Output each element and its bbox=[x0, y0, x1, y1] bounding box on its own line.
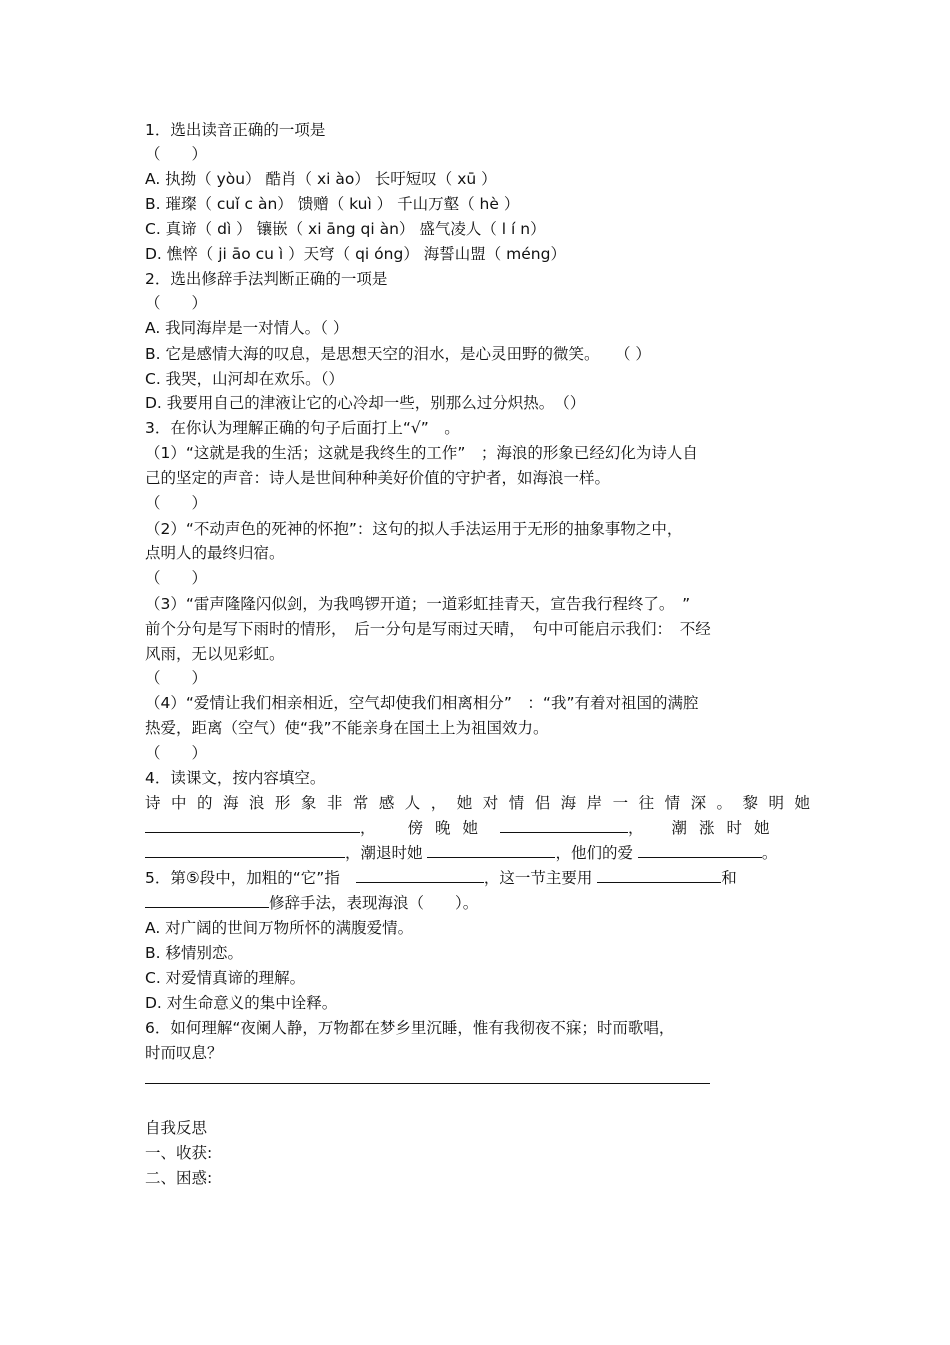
q5-stem-b: ，这一节主要用 bbox=[483, 869, 593, 887]
q6-answer-line[interactable] bbox=[145, 1083, 710, 1084]
q4-line1: 诗中的海浪形象非常感人，她对情侣海岸一往情深。黎明她 bbox=[145, 794, 810, 812]
q1-option-a: A. 执拗（ yòu） 酷肖（ xi ào） 长吁短叹（ xū ） bbox=[145, 170, 497, 188]
q4-end-mark: 。 bbox=[761, 844, 778, 862]
q2-option-c: C. 我哭，山河却在欢乐。（） bbox=[145, 370, 344, 388]
q3-item3-line2: 前个分句是写下雨时的情形， 后一分句是写雨过天晴， 句中可能启示我们： 不经 bbox=[145, 620, 711, 638]
q3-item4-line2: 热爱，距离（空气）使“我”不能亲身在国土上为祖国效力。 bbox=[145, 719, 549, 737]
q1-option-b: B. 璀璨（ cuǐ c àn） 馈赠（ kuì ） 千山万壑（ hè ） bbox=[145, 195, 520, 213]
q1-stem: 1．选出读音正确的一项是 bbox=[145, 121, 326, 139]
q3-item4-paren: （ ） bbox=[145, 744, 208, 762]
q3-item3-paren: （ ） bbox=[145, 669, 208, 687]
reflection-gain: 一、收获: bbox=[145, 1144, 213, 1162]
q5-blank-rhetoric-2[interactable] bbox=[145, 893, 269, 908]
q4-blank-dawn[interactable] bbox=[145, 818, 360, 833]
q3-item2-line2: 点明人的最终归宿。 bbox=[145, 544, 285, 562]
q6-line2: 时而叹息？ bbox=[145, 1044, 223, 1062]
q4-blank-rising[interactable] bbox=[145, 843, 345, 858]
q3-item1-line1: （1）“这就是我的生活；这就是我终生的工作” ；海浪的形象已经幻化为诗人自 bbox=[145, 444, 698, 462]
q3-item4-line1: （4）“爱情让我们相亲相近，空气却使我们相离相分” ：“我”有着对祖国的满腔 bbox=[145, 694, 699, 712]
reflection-title: 自我反思 bbox=[145, 1119, 208, 1137]
q6-line1: 6．如何理解“夜阑人静，万物都在梦乡里沉睡，惟有我彻夜不寐；时而歌唱， bbox=[145, 1019, 675, 1037]
q2-answer-paren: （ ） bbox=[145, 294, 208, 312]
q3-stem: 3．在你认为理解正确的句子后面打上“√” 。 bbox=[145, 419, 460, 437]
q4-line3 bbox=[145, 843, 810, 863]
q4-blank-love[interactable] bbox=[638, 843, 762, 858]
q5-stem-c: 和 bbox=[721, 869, 737, 887]
q5-stem-line2 bbox=[145, 893, 810, 913]
q3-item2-paren: （ ） bbox=[145, 569, 208, 587]
q4-comma-2: ， bbox=[628, 819, 644, 837]
q3-item2-line1: （2）“不动声色的死神的怀抱”：这句的拟人手法运用于无形的抽象事物之中， bbox=[145, 520, 683, 538]
q2-option-b: B. 它是感情大海的叹息，是思想天空的泪水，是心灵田野的微笑。 （ ） bbox=[145, 345, 651, 363]
q3-item1-paren: （ ） bbox=[145, 494, 208, 512]
q5-stem-d: 修辞手法，表现海浪（ ）。 bbox=[269, 894, 479, 912]
q1-answer-paren: （ ） bbox=[145, 145, 208, 163]
q4-line2 bbox=[145, 818, 810, 838]
q5-option-d: D. 对生命意义的集中诠释。 bbox=[145, 994, 338, 1012]
q1-option-c: C. 真谛（ dì ） 镶嵌（ xi āng qi àn） 盛气凌人（ l í n） bbox=[145, 220, 546, 238]
q2-option-d: D. 我要用自己的津液让它的心冷却一些，别那么过分炽热。 （） bbox=[145, 394, 586, 412]
q3-item3-line1: （3）“雷声隆隆闪似剑，为我鸣锣开道；一道彩虹挂青天，宣告我行程终了。 ” bbox=[145, 595, 691, 613]
reflection-doubt: 二、困惑: bbox=[145, 1169, 213, 1187]
q3-item3-line3: 风雨，无以见彩虹。 bbox=[145, 645, 285, 663]
q5-option-c: C. 对爱情真谛的理解。 bbox=[145, 969, 306, 987]
q4-comma-1: ， bbox=[360, 819, 376, 837]
q2-option-a: A. 我同海岸是一对情人。（ ） bbox=[145, 319, 349, 337]
q4-blank-ebbing[interactable] bbox=[427, 843, 555, 858]
q5-option-a: A. 对广阔的世间万物所怀的满腹爱情。 bbox=[145, 919, 414, 937]
q5-blank-it[interactable] bbox=[356, 868, 484, 883]
q5-option-b: B. 移情别恋。 bbox=[145, 944, 243, 962]
q5-blank-rhetoric-1[interactable] bbox=[597, 868, 721, 883]
q4-tamen-label: ，他们的爱 bbox=[555, 844, 633, 862]
q4-bangwan-label: 傍晚她 bbox=[407, 819, 491, 837]
q3-item1-line2: 己的坚定的声音：诗人是世间种种美好价值的守护者，如海浪一样。 bbox=[145, 469, 611, 487]
q4-blank-dusk[interactable] bbox=[500, 818, 628, 833]
q5-stem-a: 5．第⑤段中，加粗的“它”指 bbox=[145, 869, 340, 887]
q4-chaotui-label: ，潮退时她 bbox=[345, 844, 423, 862]
q4-chaozhang-label: 潮涨时她 bbox=[671, 819, 782, 837]
q2-stem: 2．选出修辞手法判断正确的一项是 bbox=[145, 270, 388, 288]
q1-option-d: D. 憔悴（ ji āo cu ì ）天穹（ qi óng） 海誓山盟（ méng） bbox=[145, 245, 566, 263]
q4-stem: 4．读课文，按内容填空。 bbox=[145, 769, 326, 787]
q5-stem-line1 bbox=[145, 868, 810, 888]
